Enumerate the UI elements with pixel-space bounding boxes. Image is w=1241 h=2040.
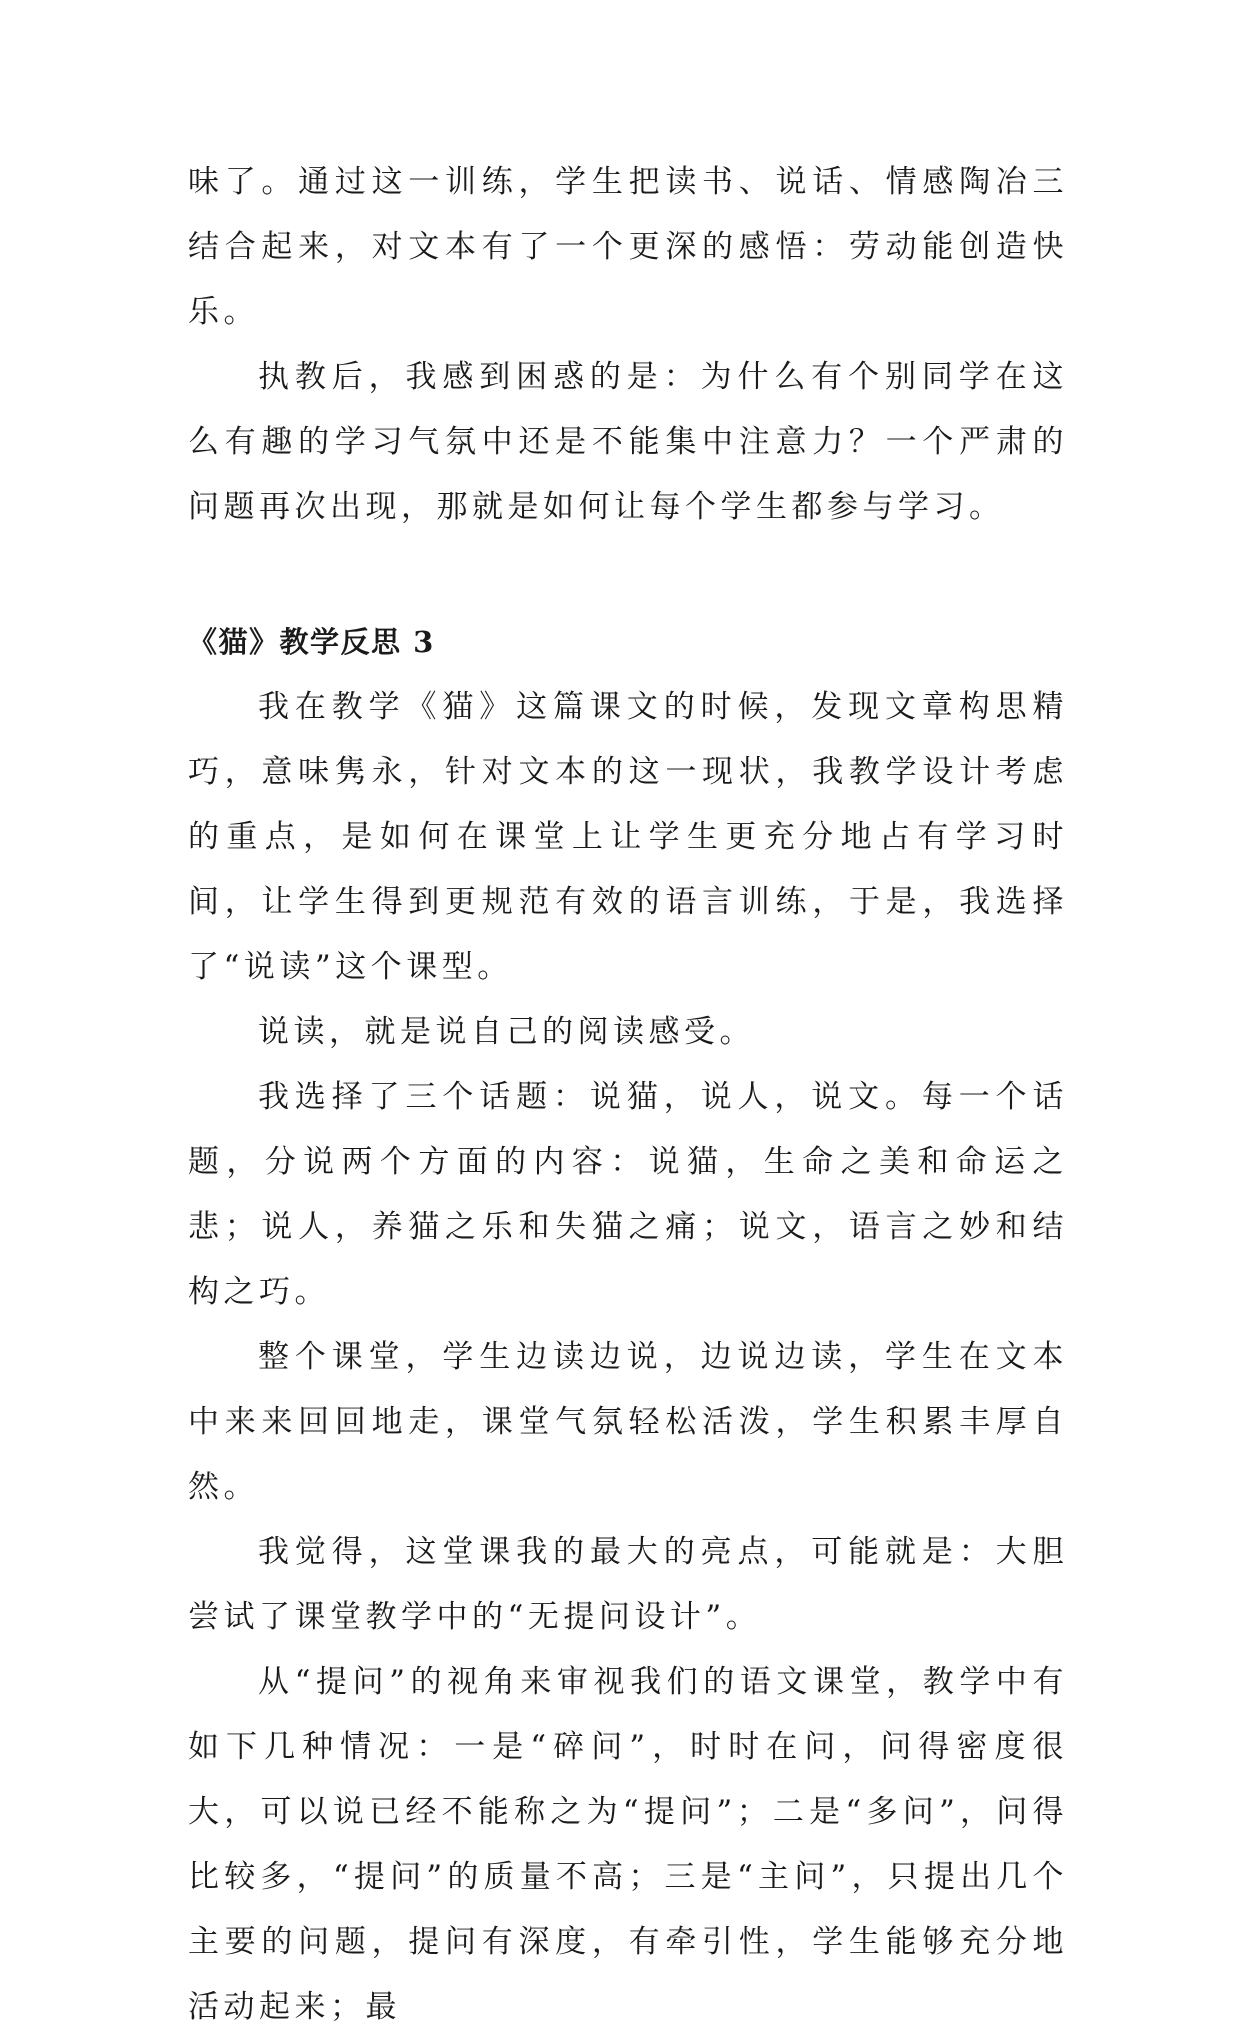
paragraph: 执教后，我感到困惑的是：为什么有个别同学在这么有趣的学习气氛中还是不能集中注意力？一个严肃的问题再次出现，那就是如何让每个学生都参与学习。 [188,359,1068,525]
paragraph: 说读，就是说自己的阅读感受。 [258,1014,755,1050]
paragraph: 我选择了三个话题：说猫，说人，说文。每一个话题，分说两个方面的内容：说猫，生命之美和命运之悲；说人，养猫之乐和失猫之痛；说文，语言之妙和结构之巧。 [188,1079,1068,1310]
paragraph: 我在教学《猫》这篇课文的时候，发现文章构思精巧，意味隽永，针对文本的这一现状，我教学设计考虑的重点，是如何在课堂上让学生更充分地占有学习时间，让学生得到更规范有效的语言训练，于是，我选择了“说读”这个课型。 [188,689,1068,985]
paragraph: 味了。通过这一训练，学生把读书、说话、情感陶冶三结合起来，对文本有了一个更深的感悟：劳动能创造快乐。 [188,164,1068,330]
paragraph: 我觉得，这堂课我的最大的亮点，可能就是：大胆尝试了课堂教学中的“无提问设计”。 [188,1534,1068,1635]
document-body [188,150,1068,2040]
paragraph: 整个课堂，学生边读边说，边说边读，学生在文本中来来回回地走，课堂气氛轻松活泼，学生积累丰厚自然。 [188,1339,1068,1505]
section-title: 《猫》教学反思 3 [188,625,435,659]
paragraph: 从“提问”的视角来审视我们的语文课堂，教学中有如下几种情况：一是“碎问”，时时在问，问得密度很大，可以说已经不能称之为“提问”；二是“多问”，问得比较多，“提问”的质量不高；三是“主问”，只提出几个主要的问题，提问有深度，有牵引性，学生能够充分地活动起来；最 [188,1664,1068,2025]
